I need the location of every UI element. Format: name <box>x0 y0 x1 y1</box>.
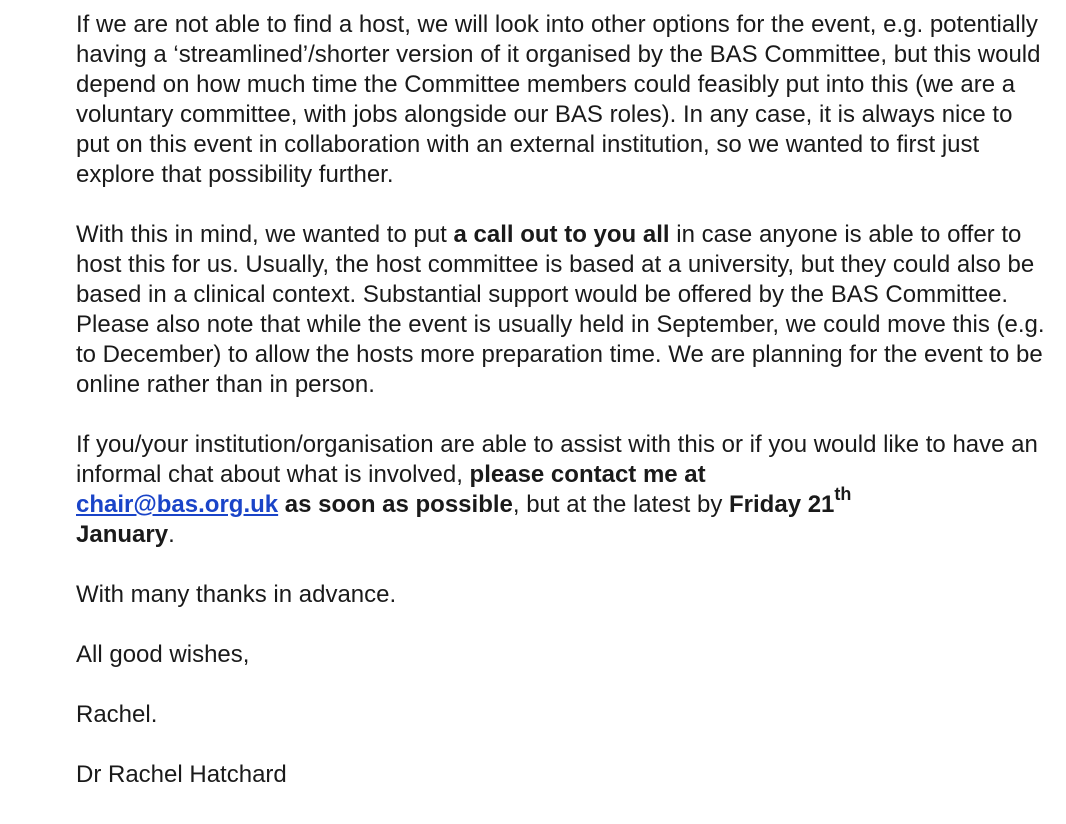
asap-bold-text: as soon as possible <box>278 491 513 518</box>
contact-lead-text: If you/your institution/organisation are able to assist with this or if you would like to have an informal chat about what is involved, <box>76 431 1038 488</box>
signature-name: Dr Rachel Hatchard <box>76 761 287 788</box>
paragraph-alternative-options <box>76 10 1051 190</box>
call-out-lead-text: With this in mind, we wanted to put <box>76 221 454 248</box>
contact-bold-text: please contact me at <box>469 461 706 488</box>
paragraph-alternative-options-text: If we are not able to find a host, we will look into other options for the event, e.g. potentially having a ‘streamlined’/shorter version of it organised by the BAS Committee, but this would depend on how much time the Committee members could feasibly put into this (we are a voluntary committee, with jobs alongside our BAS roles). In any case, it is always nice to put on this event in collaboration with an external institution, so we wanted to first just explore that possibility further. <box>76 11 1041 188</box>
deadline-end-punct: . <box>168 521 175 548</box>
signoff-line <box>76 700 1051 730</box>
wishes-line <box>76 640 1051 670</box>
paragraph-contact <box>76 430 1051 550</box>
email-link[interactable]: chair@bas.org.uk <box>76 491 279 518</box>
date-ordinal-suffix: th <box>834 484 852 504</box>
signature-line <box>76 760 1051 790</box>
signoff-text: Rachel. <box>76 701 158 728</box>
paragraph-call-out <box>76 220 1051 400</box>
deadline-middle-text: , but at the latest by <box>512 491 730 518</box>
call-out-bold-text: a call out to you all <box>453 221 670 248</box>
call-out-rest-text: in case anyone is able to offer to host this for us. Usually, the host committee is based at a university, but they could also be based in a clinical context. Substantial support would be offered by the BAS Committee. Please also note that while the event is usually held in September, we could move this (e.g. to December) to allow the hosts more preparation time. We are planning for the event to be online rather than in person. <box>76 221 1045 398</box>
wishes-text: All good wishes, <box>76 641 250 668</box>
deadline-month-text: January <box>76 521 169 548</box>
deadline-date-text: Friday 21 <box>729 491 835 518</box>
thanks-text: With many thanks in advance. <box>76 581 397 608</box>
thanks-line <box>76 580 1051 610</box>
email-body <box>76 10 1051 790</box>
